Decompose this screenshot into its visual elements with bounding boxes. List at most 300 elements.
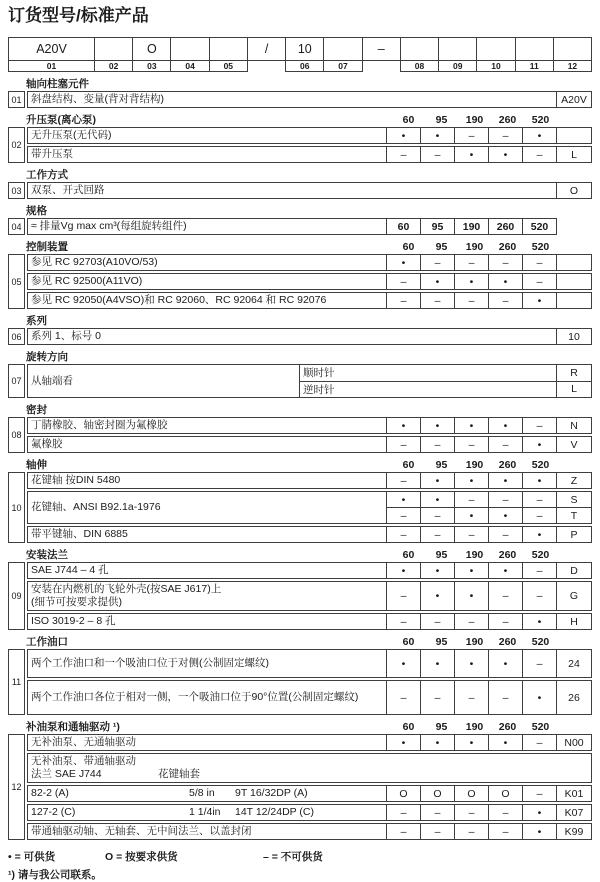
size-header: 260 bbox=[498, 721, 517, 733]
section-header bbox=[8, 351, 592, 363]
row-label bbox=[28, 274, 386, 289]
section-title: 规格 bbox=[26, 205, 47, 217]
section-02 bbox=[8, 114, 592, 163]
size-header: 60 bbox=[402, 241, 415, 253]
size-header: 520 bbox=[531, 114, 550, 126]
row-label-line2: (细节可按要求提供) bbox=[31, 596, 122, 608]
availability-cell: • bbox=[522, 614, 556, 629]
table-row bbox=[27, 613, 592, 630]
section-01 bbox=[8, 78, 592, 108]
row-label bbox=[28, 437, 386, 452]
availability-cell: O bbox=[488, 786, 522, 801]
code-cell: N bbox=[556, 418, 591, 433]
code-cell: 24 bbox=[556, 650, 591, 677]
code-cell: V bbox=[556, 437, 591, 452]
row-label-line1: 参见 RC 92050(A4VSO)和 RC 92060、RC 92064 和 RC 92076 bbox=[31, 294, 327, 306]
section-03 bbox=[8, 169, 592, 199]
code-box-03: O bbox=[132, 37, 171, 61]
table-row bbox=[27, 436, 592, 453]
model-code-table bbox=[8, 37, 592, 72]
availability-cell: – bbox=[488, 293, 522, 308]
table-row bbox=[27, 526, 592, 543]
subheader-line2 bbox=[31, 768, 588, 781]
position-cell-05: 05 bbox=[209, 60, 248, 72]
size-header: 60 bbox=[402, 636, 415, 648]
code-cell bbox=[556, 255, 591, 270]
table-row bbox=[27, 581, 592, 611]
availability-cell: – bbox=[454, 255, 488, 270]
code-cell: S bbox=[556, 492, 591, 507]
code-box-05 bbox=[209, 37, 248, 61]
table-row bbox=[27, 491, 592, 524]
table-row bbox=[27, 562, 592, 579]
table-row bbox=[27, 472, 592, 489]
availability-cell: • bbox=[454, 582, 488, 610]
availability-cell: • bbox=[522, 473, 556, 488]
availability-cell: – bbox=[420, 805, 454, 820]
availability-cell: • bbox=[522, 824, 556, 839]
table-row bbox=[27, 254, 592, 271]
availability-cell: • bbox=[454, 418, 488, 433]
position-cell-07: 07 bbox=[323, 60, 362, 72]
code-cell bbox=[556, 293, 591, 308]
size-header: 190 bbox=[465, 636, 484, 648]
section-rows bbox=[27, 734, 592, 840]
availability-cell: – bbox=[420, 527, 454, 542]
code-box-06: 10 bbox=[285, 37, 324, 61]
table-row bbox=[27, 328, 592, 345]
availability-cell: • bbox=[522, 293, 556, 308]
availability-cell: – bbox=[522, 508, 556, 523]
availability-cell: 60 bbox=[386, 219, 420, 234]
availability-cell: • bbox=[386, 650, 420, 677]
option-column bbox=[299, 365, 591, 397]
availability-cell: 260 bbox=[488, 219, 522, 234]
availability-cell: – bbox=[488, 527, 522, 542]
availability-cell: • bbox=[420, 418, 454, 433]
availability-cell: – bbox=[386, 582, 420, 610]
availability-cell: – bbox=[420, 293, 454, 308]
code-cell: 26 bbox=[556, 681, 591, 714]
availability-cell: – bbox=[454, 614, 488, 629]
section-title: 工作油口 bbox=[26, 636, 68, 648]
spline-type-value: 14T 12/24DP (C) bbox=[235, 806, 314, 818]
spline-size-value: 1 1/4in bbox=[189, 806, 221, 818]
availability-cell: • bbox=[420, 582, 454, 610]
availability-cell: – bbox=[488, 805, 522, 820]
table-row bbox=[27, 91, 592, 108]
code-box-04 bbox=[170, 37, 209, 61]
code-cell: D bbox=[556, 563, 591, 578]
availability-cell: – bbox=[386, 527, 420, 542]
row-label bbox=[28, 681, 386, 714]
table-row bbox=[27, 785, 592, 802]
section-header bbox=[8, 636, 592, 648]
code-cell: 10 bbox=[556, 329, 591, 344]
section-rows bbox=[27, 254, 592, 309]
availability-cell: – bbox=[420, 824, 454, 839]
code-box-09 bbox=[438, 37, 477, 61]
availability-cell: • bbox=[420, 735, 454, 750]
availability-cell: – bbox=[488, 681, 522, 714]
row-label bbox=[28, 147, 386, 162]
table-row bbox=[27, 292, 592, 309]
row-label: 双泵、开式回路 bbox=[31, 184, 105, 196]
option-label: 逆时针 bbox=[299, 382, 556, 398]
section-body bbox=[8, 127, 592, 163]
availability-cell: • bbox=[386, 735, 420, 750]
size-header: 60 bbox=[402, 114, 415, 126]
section-07 bbox=[8, 351, 592, 398]
row-label bbox=[28, 582, 386, 610]
code-cell: O bbox=[556, 183, 591, 198]
availability-cell: – bbox=[488, 614, 522, 629]
model-code-row bbox=[8, 37, 592, 61]
code-cell: T bbox=[556, 508, 591, 523]
section-header bbox=[8, 114, 592, 126]
row-label bbox=[28, 418, 386, 433]
spline-type-value: 9T 16/32DP (A) bbox=[235, 787, 308, 799]
availability-cell: – bbox=[386, 614, 420, 629]
ordering-sections bbox=[8, 78, 592, 840]
code-box-02 bbox=[94, 37, 133, 61]
section-09 bbox=[8, 549, 592, 630]
size-header: 190 bbox=[465, 721, 484, 733]
availability-cell: O bbox=[454, 786, 488, 801]
position-number: 11 bbox=[8, 649, 25, 715]
flange-value: 82-2 (A) bbox=[31, 787, 69, 799]
section-header bbox=[8, 549, 592, 561]
availability-cell: • bbox=[420, 650, 454, 677]
section-body bbox=[8, 364, 592, 398]
size-header: 190 bbox=[465, 241, 484, 253]
availability-cell: – bbox=[386, 437, 420, 452]
position-number: 02 bbox=[8, 127, 25, 163]
availability-cell: – bbox=[454, 437, 488, 452]
section-rows bbox=[27, 364, 592, 398]
row-label-columns bbox=[31, 806, 383, 819]
section-header bbox=[8, 205, 592, 217]
availability-cell: • bbox=[488, 147, 522, 162]
position-cell-06: 06 bbox=[285, 60, 324, 72]
row-label: 系列 1、标号 0 bbox=[31, 330, 102, 342]
section-rows bbox=[27, 218, 592, 235]
availability-cell: – bbox=[488, 437, 522, 452]
availability-cell: – bbox=[386, 473, 420, 488]
availability-cell: • bbox=[488, 735, 522, 750]
section-11 bbox=[8, 636, 592, 715]
row-label-line1: 参见 RC 92703(A10VO/53) bbox=[31, 256, 158, 268]
code-divider-cell: / bbox=[247, 37, 286, 61]
availability-legend bbox=[8, 849, 592, 864]
size-header: 190 bbox=[465, 459, 484, 471]
row-label-line1: 两个工作油口和一个吸油口位于对侧(公制固定螺纹) bbox=[31, 657, 269, 669]
code-cell: K99 bbox=[556, 824, 591, 839]
section-title: 系列 bbox=[26, 315, 47, 327]
row-label bbox=[28, 255, 386, 270]
position-number: 09 bbox=[8, 562, 25, 630]
availability-cell: • bbox=[488, 563, 522, 578]
availability-cell: – bbox=[522, 650, 556, 677]
code-cell: P bbox=[556, 527, 591, 542]
row-label-line1: 氟橡胶 bbox=[31, 438, 63, 450]
availability-cell: • bbox=[386, 563, 420, 578]
section-body bbox=[8, 562, 592, 630]
flange-column-header: 法兰 SAE J744 bbox=[31, 768, 102, 780]
row-label bbox=[28, 527, 386, 542]
position-cell-08: 08 bbox=[400, 60, 439, 72]
code-cell: K07 bbox=[556, 805, 591, 820]
section-title: 旋转方向 bbox=[26, 351, 68, 363]
table-row bbox=[27, 680, 592, 715]
availability-cell: – bbox=[522, 582, 556, 610]
availability-cell: • bbox=[522, 128, 556, 143]
size-header: 260 bbox=[498, 114, 517, 126]
availability-cell: – bbox=[488, 255, 522, 270]
table-row bbox=[27, 649, 592, 678]
position-number: 10 bbox=[8, 472, 25, 543]
table-row bbox=[27, 182, 592, 199]
footnote: ¹) 请与我公司联系。 bbox=[8, 869, 102, 881]
availability-cell: • bbox=[420, 492, 454, 507]
page-title: 订货型号/标准产品 bbox=[8, 6, 149, 25]
code-cell: A20V bbox=[556, 92, 591, 107]
row-label bbox=[28, 473, 386, 488]
availability-cell: • bbox=[420, 274, 454, 289]
section-body bbox=[8, 649, 592, 715]
size-header: 60 bbox=[402, 721, 415, 733]
availability-cell: – bbox=[420, 147, 454, 162]
table-row bbox=[27, 364, 592, 398]
row-label bbox=[28, 614, 386, 629]
section-rows bbox=[27, 182, 592, 199]
row-label bbox=[28, 128, 386, 143]
size-header: 260 bbox=[498, 549, 517, 561]
size-header: 520 bbox=[531, 636, 550, 648]
legend-on-request: O = 按要求供货 bbox=[105, 851, 178, 863]
availability-cell: • bbox=[386, 418, 420, 433]
spline-size-value: 5/8 in bbox=[189, 787, 215, 799]
availability-cell: – bbox=[454, 293, 488, 308]
section-12 bbox=[8, 721, 592, 840]
size-header: 95 bbox=[435, 459, 448, 471]
availability-cell: – bbox=[522, 274, 556, 289]
section-body bbox=[8, 254, 592, 309]
code-cell: G bbox=[556, 582, 591, 610]
position-gap bbox=[247, 60, 286, 72]
size-header: 190 bbox=[465, 114, 484, 126]
availability-cell: – bbox=[522, 563, 556, 578]
code-box-12 bbox=[553, 37, 592, 61]
row-label-line1: 带升压泵 bbox=[31, 148, 73, 160]
size-header: 95 bbox=[435, 721, 448, 733]
code-cell: N00 bbox=[556, 735, 591, 750]
size-header: 60 bbox=[402, 459, 415, 471]
availability-cell: – bbox=[522, 418, 556, 433]
availability-cell: – bbox=[386, 824, 420, 839]
code-cell: H bbox=[556, 614, 591, 629]
position-cell-09: 09 bbox=[438, 60, 477, 72]
row-label bbox=[28, 563, 386, 578]
option-row bbox=[299, 381, 591, 398]
availability-cell: – bbox=[386, 147, 420, 162]
section-rows bbox=[27, 127, 592, 163]
section-header bbox=[8, 315, 592, 327]
size-header: 520 bbox=[531, 459, 550, 471]
subrow-column bbox=[386, 492, 591, 523]
availability-cell: • bbox=[454, 274, 488, 289]
availability-cell: – bbox=[522, 786, 556, 801]
availability-cell: – bbox=[488, 492, 522, 507]
availability-cell: – bbox=[454, 681, 488, 714]
section-title: 安装法兰 bbox=[26, 549, 68, 561]
table-subrow bbox=[386, 507, 591, 523]
row-label-line1: 参见 RC 92500(A11VO) bbox=[31, 275, 143, 287]
availability-cell: – bbox=[454, 527, 488, 542]
section-10 bbox=[8, 459, 592, 543]
availability-cell: • bbox=[420, 473, 454, 488]
section-title: 控制装置 bbox=[26, 241, 68, 253]
row-label: 斜盘结构、变量(背对背结构) bbox=[31, 93, 164, 105]
availability-cell: – bbox=[522, 492, 556, 507]
code-box-07 bbox=[323, 37, 362, 61]
row-label-line1: SAE J744 – 4 孔 bbox=[31, 564, 109, 576]
availability-cell: – bbox=[454, 805, 488, 820]
availability-cell: • bbox=[420, 128, 454, 143]
table-row bbox=[27, 734, 592, 751]
row-label: 花键轴、ANSI B92.1a-1976 bbox=[31, 501, 161, 513]
code-cell: R bbox=[556, 365, 591, 381]
row-label-line1: ISO 3019-2 – 8 孔 bbox=[31, 615, 116, 627]
table-row bbox=[27, 417, 592, 434]
code-cell bbox=[556, 128, 591, 143]
section-header bbox=[8, 169, 592, 181]
section-title: 工作方式 bbox=[26, 169, 68, 181]
size-header: 520 bbox=[531, 549, 550, 561]
section-06 bbox=[8, 315, 592, 345]
availability-cell: – bbox=[386, 805, 420, 820]
size-header: 60 bbox=[402, 549, 415, 561]
position-cell-02: 02 bbox=[94, 60, 133, 72]
code-box-08 bbox=[400, 37, 439, 61]
position-number: 12 bbox=[8, 734, 25, 840]
row-label-line1: 无升压泵(无代码) bbox=[31, 129, 112, 141]
row-label bbox=[28, 650, 386, 677]
section-body bbox=[8, 472, 592, 543]
availability-cell: • bbox=[454, 473, 488, 488]
row-label: 从轴端看 bbox=[31, 374, 73, 387]
size-header: 520 bbox=[531, 721, 550, 733]
availability-cell: • bbox=[488, 274, 522, 289]
availability-cell: – bbox=[420, 437, 454, 452]
section-rows bbox=[27, 417, 592, 453]
availability-cell: – bbox=[386, 508, 420, 523]
availability-cell: • bbox=[454, 650, 488, 677]
row-label-line1: 带通轴驱动轴、无轴套、无中间法兰、以盖封闭 bbox=[31, 825, 252, 837]
section-body bbox=[8, 182, 592, 199]
position-number: 03 bbox=[8, 182, 25, 199]
row-label-line1: 丁腈橡胶、轴密封圈为氟橡胶 bbox=[31, 419, 168, 431]
availability-cell: – bbox=[420, 681, 454, 714]
availability-cell: • bbox=[522, 527, 556, 542]
size-header: 95 bbox=[435, 241, 448, 253]
legend-not-available: – = 不可供货 bbox=[263, 851, 323, 863]
availability-cell: – bbox=[386, 293, 420, 308]
section-body bbox=[8, 417, 592, 453]
availability-cell: – bbox=[454, 128, 488, 143]
availability-cell: – bbox=[420, 614, 454, 629]
position-gap bbox=[362, 60, 401, 72]
position-number: 06 bbox=[8, 328, 25, 345]
size-header: 190 bbox=[465, 549, 484, 561]
size-header: 520 bbox=[531, 241, 550, 253]
row-label-line1: 带平键轴、DIN 6885 bbox=[31, 528, 128, 540]
size-header: 95 bbox=[435, 114, 448, 126]
row-label bbox=[28, 786, 386, 801]
row-label-line1: 安装在内燃机的飞轮外壳(按SAE J617)上 bbox=[31, 583, 222, 595]
size-header: 95 bbox=[435, 636, 448, 648]
availability-cell: 520 bbox=[522, 219, 556, 234]
code-cell bbox=[556, 274, 591, 289]
position-number: 08 bbox=[8, 417, 25, 453]
table-row-wrap bbox=[27, 218, 592, 235]
section-rows bbox=[27, 649, 592, 715]
availability-cell: • bbox=[454, 735, 488, 750]
legend-available: • = 可供货 bbox=[8, 851, 56, 863]
section-rows bbox=[27, 91, 592, 108]
availability-cell: – bbox=[522, 735, 556, 750]
size-header: 95 bbox=[435, 549, 448, 561]
availability-cell: • bbox=[386, 492, 420, 507]
row-label bbox=[28, 735, 386, 750]
table-subheader-row bbox=[27, 753, 592, 783]
section-rows bbox=[27, 562, 592, 630]
availability-cell: – bbox=[488, 582, 522, 610]
section-body bbox=[8, 328, 592, 345]
section-body bbox=[8, 734, 592, 840]
position-number: 05 bbox=[8, 254, 25, 309]
section-header bbox=[8, 459, 592, 471]
option-label: 顺时针 bbox=[299, 365, 556, 381]
position-number: 04 bbox=[8, 218, 25, 235]
size-header: 260 bbox=[498, 241, 517, 253]
section-08 bbox=[8, 404, 592, 453]
spline-column-header: 花键轴套 bbox=[158, 768, 200, 780]
availability-cell: • bbox=[454, 563, 488, 578]
availability-cell: • bbox=[488, 650, 522, 677]
code-box-01: A20V bbox=[8, 37, 95, 61]
section-title: 轴伸 bbox=[26, 459, 47, 471]
position-cell-04: 04 bbox=[170, 60, 209, 72]
availability-cell: • bbox=[488, 473, 522, 488]
row-label bbox=[28, 293, 386, 308]
size-header: 260 bbox=[498, 459, 517, 471]
code-cell: Z bbox=[556, 473, 591, 488]
position-number-row bbox=[8, 61, 592, 72]
subheader-label bbox=[28, 754, 591, 782]
table-row bbox=[27, 127, 592, 144]
availability-cell: • bbox=[522, 805, 556, 820]
position-number: 07 bbox=[8, 364, 25, 398]
availability-cell: – bbox=[420, 508, 454, 523]
section-title: 升压泵(离心泵) bbox=[26, 114, 96, 126]
position-cell-03: 03 bbox=[132, 60, 171, 72]
position-cell-10: 10 bbox=[476, 60, 515, 72]
availability-cell: • bbox=[488, 508, 522, 523]
section-body bbox=[8, 218, 592, 235]
availability-cell: • bbox=[522, 681, 556, 714]
code-box-10 bbox=[476, 37, 515, 61]
